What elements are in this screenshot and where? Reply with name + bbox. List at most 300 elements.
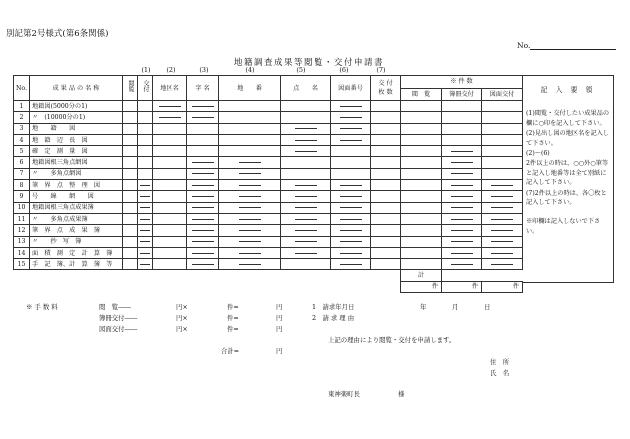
row-entry-cell[interactable] <box>482 101 523 112</box>
fee-name-2: 簿冊交付―― <box>99 314 138 322</box>
row-item-name: 手 記 簿、計 算 簿 等 <box>30 259 123 270</box>
row-entry-cell[interactable] <box>153 112 187 123</box>
not-applicable-dash <box>140 219 150 220</box>
row-number: 5 <box>14 146 30 157</box>
not-applicable-dash <box>340 117 362 118</box>
not-applicable-dash <box>295 207 317 208</box>
not-applicable-dash <box>295 196 317 197</box>
fee-total-label: 合計= <box>221 347 240 355</box>
row-entry-cell[interactable] <box>123 213 138 224</box>
not-applicable-dash <box>451 253 473 254</box>
not-applicable-dash <box>192 241 214 242</box>
instruction-1: (1)閲覧・交付したい成果品の欄に○印を記入して下さい。 <box>526 110 610 127</box>
not-applicable-dash <box>192 185 214 186</box>
row-entry-cell[interactable] <box>401 123 442 134</box>
row-entry-cell[interactable] <box>187 247 219 258</box>
instruction-6: ※印欄は記入しないで下さい。 <box>526 218 601 235</box>
row-item-name: 地 籍 図 <box>30 123 123 134</box>
request-day: 日 <box>484 303 491 311</box>
not-applicable-dash <box>295 241 317 242</box>
row-entry-cell[interactable] <box>187 259 219 270</box>
row-entry-cell[interactable] <box>482 180 523 191</box>
row-number: 13 <box>14 236 30 247</box>
row-entry-cell[interactable] <box>401 191 442 202</box>
row-entry-cell[interactable] <box>401 180 442 191</box>
row-entry-cell[interactable] <box>219 213 281 224</box>
table-row <box>14 236 523 247</box>
row-entry-cell[interactable] <box>401 112 442 123</box>
row-entry-cell[interactable] <box>123 157 138 168</box>
row-entry-cell[interactable] <box>187 213 219 224</box>
not-applicable-dash <box>295 253 317 254</box>
row-entry-cell[interactable] <box>331 134 371 145</box>
row-entry-cell[interactable] <box>281 180 331 191</box>
row-entry-cell[interactable] <box>138 247 153 258</box>
row-entry-cell[interactable] <box>138 213 153 224</box>
row-entry-cell[interactable] <box>442 202 482 213</box>
table-row <box>14 225 523 236</box>
row-entry-cell[interactable] <box>138 202 153 213</box>
row-entry-cell[interactable] <box>187 146 219 157</box>
row-entry-cell[interactable] <box>138 225 153 236</box>
row-item-name: 〃 多角点網図 <box>30 168 123 179</box>
row-entry-cell[interactable] <box>281 202 331 213</box>
row-entry-cell[interactable] <box>153 247 187 258</box>
row-entry-cell[interactable] <box>187 191 219 202</box>
row-number: 2 <box>14 112 30 123</box>
form-title: 地籍調査成果等閲覧・交付申請書 <box>234 58 385 68</box>
row-entry-cell[interactable] <box>442 236 482 247</box>
row-item-name: 〃 (10000分の1) <box>30 112 123 123</box>
not-applicable-dash <box>192 219 214 220</box>
table-row <box>14 180 523 191</box>
row-entry-cell[interactable] <box>153 236 187 247</box>
not-applicable-dash <box>192 173 214 174</box>
row-entry-cell[interactable] <box>331 247 371 258</box>
row-entry-cell[interactable] <box>331 146 371 157</box>
row-entry-cell[interactable] <box>401 157 442 168</box>
row-entry-cell[interactable] <box>442 247 482 258</box>
row-number: 15 <box>14 259 30 270</box>
row-entry-cell[interactable] <box>123 168 138 179</box>
row-entry-cell[interactable] <box>371 157 401 168</box>
row-entry-cell[interactable] <box>442 259 482 270</box>
row-entry-cell[interactable] <box>153 180 187 191</box>
not-applicable-dash <box>239 241 261 242</box>
not-applicable-dash <box>239 253 261 254</box>
total-book: 件 <box>442 281 482 292</box>
fee-yen-2: 円 <box>276 314 283 322</box>
row-entry-cell[interactable] <box>442 123 482 134</box>
col-number-6: (6) <box>339 66 349 74</box>
not-applicable-dash <box>340 241 362 242</box>
row-entry-cell[interactable] <box>219 247 281 258</box>
row-entry-cell[interactable] <box>138 123 153 134</box>
row-entry-cell[interactable] <box>153 202 187 213</box>
row-item-name: 地籍図根三角点成果簿 <box>30 202 123 213</box>
not-applicable-dash <box>140 207 150 208</box>
not-applicable-dash <box>192 106 214 107</box>
not-applicable-dash <box>239 196 261 197</box>
row-entry-cell[interactable] <box>219 157 281 168</box>
not-applicable-dash <box>295 185 317 186</box>
header-point-name: 点 名 <box>281 76 331 101</box>
header-name: 成 果 品 の 名 称 <box>30 76 123 101</box>
row-entry-cell[interactable] <box>281 247 331 258</box>
not-applicable-dash <box>451 241 473 242</box>
not-applicable-dash <box>340 106 362 107</box>
row-entry-cell[interactable] <box>371 134 401 145</box>
row-entry-cell[interactable] <box>442 213 482 224</box>
row-entry-cell[interactable] <box>138 134 153 145</box>
row-entry-cell[interactable] <box>219 225 281 236</box>
row-entry-cell[interactable] <box>123 101 138 112</box>
row-entry-cell[interactable] <box>187 112 219 123</box>
row-entry-cell[interactable] <box>219 259 281 270</box>
row-entry-cell[interactable] <box>331 180 371 191</box>
row-entry-cell[interactable] <box>371 123 401 134</box>
row-entry-cell[interactable] <box>401 101 442 112</box>
not-applicable-dash <box>192 264 214 265</box>
row-entry-cell[interactable] <box>281 134 331 145</box>
row-entry-cell[interactable] <box>123 236 138 247</box>
not-applicable-dash <box>451 151 473 152</box>
fee-keneq-1: 件= <box>227 303 239 311</box>
table-row <box>14 168 523 179</box>
row-entry-cell[interactable] <box>138 259 153 270</box>
table-row <box>14 134 523 145</box>
row-entry-cell[interactable] <box>138 157 153 168</box>
not-applicable-dash <box>491 207 513 208</box>
row-entry-cell[interactable] <box>482 213 523 224</box>
instruction-4: 2件以上の時は、○○外○筆等と記入し地番等は全て別紙に記入して下さい。 <box>526 160 609 187</box>
row-entry-cell[interactable] <box>123 259 138 270</box>
row-entry-cell[interactable] <box>153 191 187 202</box>
row-entry-cell[interactable] <box>219 168 281 179</box>
not-applicable-dash <box>140 230 150 231</box>
row-entry-cell[interactable] <box>401 146 442 157</box>
fee-yenx-2: 円× <box>176 314 188 322</box>
not-applicable-dash <box>239 230 261 231</box>
header-count-book: 簿冊交付 <box>442 88 482 101</box>
col-number-5: (5) <box>296 66 306 74</box>
row-entry-cell[interactable] <box>331 157 371 168</box>
row-entry-cell[interactable] <box>482 202 523 213</box>
row-entry-cell[interactable] <box>482 146 523 157</box>
row-entry-cell[interactable] <box>331 236 371 247</box>
not-applicable-dash <box>192 162 214 163</box>
row-entry-cell[interactable] <box>401 259 442 270</box>
row-entry-cell[interactable] <box>219 180 281 191</box>
table-row <box>14 101 523 112</box>
row-entry-cell[interactable] <box>442 225 482 236</box>
not-applicable-dash <box>295 128 317 129</box>
row-entry-cell[interactable] <box>401 247 442 258</box>
row-entry-cell[interactable] <box>219 134 281 145</box>
row-entry-cell[interactable] <box>138 101 153 112</box>
col-number-1: (1) <box>141 66 151 74</box>
not-applicable-dash <box>340 196 362 197</box>
request-date-label: 1 請求年月日 <box>312 303 355 311</box>
row-entry-cell[interactable] <box>281 123 331 134</box>
row-entry-cell[interactable] <box>187 225 219 236</box>
row-entry-cell[interactable] <box>138 191 153 202</box>
row-entry-cell[interactable] <box>219 101 281 112</box>
row-entry-cell[interactable] <box>371 101 401 112</box>
not-applicable-dash <box>340 264 362 265</box>
row-entry-cell[interactable] <box>153 101 187 112</box>
row-entry-cell[interactable] <box>187 157 219 168</box>
row-entry-cell[interactable] <box>371 247 401 258</box>
row-entry-cell[interactable] <box>187 180 219 191</box>
row-entry-cell[interactable] <box>153 123 187 134</box>
row-entry-cell[interactable] <box>138 180 153 191</box>
row-entry-cell[interactable] <box>371 180 401 191</box>
row-entry-cell[interactable] <box>331 123 371 134</box>
not-applicable-dash <box>239 162 261 163</box>
row-entry-cell[interactable] <box>281 259 331 270</box>
header-kofu-maisu: 交 付 枚 数 <box>371 76 401 101</box>
row-entry-cell[interactable] <box>482 247 523 258</box>
row-number: 12 <box>14 225 30 236</box>
row-entry-cell[interactable] <box>371 168 401 179</box>
row-number: 7 <box>14 168 30 179</box>
row-entry-cell[interactable] <box>281 213 331 224</box>
row-entry-cell[interactable] <box>482 225 523 236</box>
row-entry-cell[interactable] <box>153 259 187 270</box>
not-applicable-dash <box>295 230 317 231</box>
row-item-name: 筆 界 点 整 理 図 <box>30 180 123 191</box>
row-entry-cell[interactable] <box>442 168 482 179</box>
fee-keneq-2: 件= <box>227 314 239 322</box>
row-entry-cell[interactable] <box>401 202 442 213</box>
row-entry-cell[interactable] <box>153 225 187 236</box>
row-entry-cell[interactable] <box>219 123 281 134</box>
not-applicable-dash <box>239 219 261 220</box>
row-entry-cell[interactable] <box>153 168 187 179</box>
not-applicable-dash <box>451 219 473 220</box>
row-entry-cell[interactable] <box>219 146 281 157</box>
request-year: 年 <box>420 303 427 311</box>
not-applicable-dash <box>239 207 261 208</box>
row-entry-cell[interactable] <box>371 191 401 202</box>
row-entry-cell[interactable] <box>401 213 442 224</box>
not-applicable-dash <box>140 241 150 242</box>
col-number-2: (2) <box>166 66 176 74</box>
row-entry-cell[interactable] <box>187 168 219 179</box>
not-applicable-dash <box>451 185 473 186</box>
row-entry-cell[interactable] <box>187 123 219 134</box>
row-entry-cell[interactable] <box>442 157 482 168</box>
not-applicable-dash <box>340 128 362 129</box>
row-entry-cell[interactable] <box>401 225 442 236</box>
instruction-2: (2)見出し図の地区名を記入して下さい。 <box>526 130 610 147</box>
not-applicable-dash <box>451 173 473 174</box>
table-row <box>14 146 523 157</box>
row-entry-cell[interactable] <box>371 146 401 157</box>
row-entry-cell[interactable] <box>442 101 482 112</box>
row-entry-cell[interactable] <box>281 236 331 247</box>
row-entry-cell[interactable] <box>482 112 523 123</box>
header-chiban: 地 番 <box>219 76 281 101</box>
row-entry-cell[interactable] <box>331 259 371 270</box>
addressee-sama: 様 <box>398 390 405 398</box>
row-item-name: 号 線 網 図 <box>30 191 123 202</box>
row-number: 6 <box>14 157 30 168</box>
row-entry-cell[interactable] <box>123 202 138 213</box>
not-applicable-dash <box>140 196 150 197</box>
row-entry-cell[interactable] <box>281 101 331 112</box>
row-entry-cell[interactable] <box>442 146 482 157</box>
not-applicable-dash <box>192 117 214 118</box>
col-number-7: (7) <box>376 66 386 74</box>
row-entry-cell[interactable] <box>482 191 523 202</box>
request-reason-label: 2 請 求 理 由 <box>312 314 355 322</box>
row-entry-cell[interactable] <box>401 134 442 145</box>
row-entry-cell[interactable] <box>371 236 401 247</box>
request-month: 月 <box>452 303 459 311</box>
row-entry-cell[interactable] <box>187 202 219 213</box>
header-count: ※ 件 数 <box>401 76 523 89</box>
row-entry-cell[interactable] <box>442 112 482 123</box>
row-entry-cell[interactable] <box>138 168 153 179</box>
row-item-name: 地籍図(5000分の1) <box>30 101 123 112</box>
fee-total-yen: 円 <box>276 347 283 355</box>
instructions-title: 記 入 要 領 <box>540 86 596 94</box>
row-entry-cell[interactable] <box>153 146 187 157</box>
application-table <box>13 75 523 293</box>
row-entry-cell[interactable] <box>123 146 138 157</box>
fee-yen-1: 円 <box>276 303 283 311</box>
header-zumen: 図面番号 <box>331 76 371 101</box>
not-applicable-dash <box>295 219 317 220</box>
row-entry-cell[interactable] <box>442 134 482 145</box>
row-entry-cell[interactable] <box>401 236 442 247</box>
row-entry-cell[interactable] <box>371 112 401 123</box>
not-applicable-dash <box>451 196 473 197</box>
row-entry-cell[interactable] <box>187 101 219 112</box>
row-entry-cell[interactable] <box>123 191 138 202</box>
row-entry-cell[interactable] <box>123 112 138 123</box>
row-entry-cell[interactable] <box>331 191 371 202</box>
row-entry-cell[interactable] <box>482 236 523 247</box>
table-row <box>14 123 523 134</box>
form-reference: 別記第2号様式(第6条関係) <box>6 29 109 39</box>
row-entry-cell[interactable] <box>187 236 219 247</box>
row-entry-cell[interactable] <box>482 157 523 168</box>
not-applicable-dash <box>192 253 214 254</box>
not-applicable-dash <box>491 196 513 197</box>
row-number: 10 <box>14 202 30 213</box>
not-applicable-dash <box>140 264 150 265</box>
table-row <box>14 202 523 213</box>
row-entry-cell[interactable] <box>123 134 138 145</box>
row-entry-cell[interactable] <box>138 146 153 157</box>
applicant-name-label: 氏 名 <box>490 369 510 377</box>
fee-label: ※ 手 数 料 <box>26 303 58 311</box>
not-applicable-dash <box>491 264 513 265</box>
row-item-name: 面 積 測 定 計 算 簿 <box>30 247 123 258</box>
not-applicable-dash <box>451 230 473 231</box>
total-view: 件 <box>401 281 442 292</box>
row-entry-cell[interactable] <box>281 146 331 157</box>
row-entry-cell[interactable] <box>123 247 138 258</box>
row-entry-cell[interactable] <box>138 236 153 247</box>
row-entry-cell[interactable] <box>153 213 187 224</box>
row-entry-cell[interactable] <box>219 236 281 247</box>
header-district: 地区名 <box>153 76 187 101</box>
table-row <box>14 191 523 202</box>
row-entry-cell[interactable] <box>331 112 371 123</box>
row-item-name: 確 定 測 量 図 <box>30 146 123 157</box>
form-number-field[interactable] <box>530 49 616 50</box>
row-number: 4 <box>14 134 30 145</box>
row-entry-cell[interactable] <box>123 180 138 191</box>
row-entry-cell[interactable] <box>331 225 371 236</box>
row-entry-cell[interactable] <box>281 191 331 202</box>
row-entry-cell[interactable] <box>442 191 482 202</box>
row-item-name: 地 籍 辺 長 図 <box>30 134 123 145</box>
row-entry-cell[interactable] <box>331 213 371 224</box>
row-entry-cell[interactable] <box>281 112 331 123</box>
not-applicable-dash <box>239 185 261 186</box>
row-entry-cell[interactable] <box>371 213 401 224</box>
form-number-label: No. <box>517 41 531 50</box>
row-entry-cell[interactable] <box>123 225 138 236</box>
row-entry-cell[interactable] <box>482 123 523 134</box>
row-entry-cell[interactable] <box>187 134 219 145</box>
row-entry-cell[interactable] <box>153 157 187 168</box>
row-number: 3 <box>14 123 30 134</box>
row-entry-cell[interactable] <box>482 168 523 179</box>
row-entry-cell[interactable] <box>482 259 523 270</box>
row-entry-cell[interactable] <box>442 180 482 191</box>
not-applicable-dash <box>451 162 473 163</box>
row-entry-cell[interactable] <box>281 225 331 236</box>
fee-keneq-3: 件= <box>227 325 239 333</box>
row-entry-cell[interactable] <box>281 157 331 168</box>
row-entry-cell[interactable] <box>138 112 153 123</box>
not-applicable-dash <box>192 207 214 208</box>
addressee: 東神楽町長 <box>328 390 360 398</box>
not-applicable-dash <box>340 230 362 231</box>
not-applicable-dash <box>451 207 473 208</box>
row-entry-cell[interactable] <box>219 191 281 202</box>
not-applicable-dash <box>295 140 317 141</box>
not-applicable-dash <box>159 106 181 107</box>
row-entry-cell[interactable] <box>219 202 281 213</box>
row-entry-cell[interactable] <box>331 168 371 179</box>
row-entry-cell[interactable] <box>482 134 523 145</box>
row-entry-cell[interactable] <box>401 168 442 179</box>
row-entry-cell[interactable] <box>371 202 401 213</box>
row-entry-cell[interactable] <box>153 134 187 145</box>
fee-yenx-3: 円× <box>176 325 188 333</box>
header-aza: 字 名 <box>187 76 219 101</box>
row-entry-cell[interactable] <box>331 101 371 112</box>
instruction-3: (2)～(6) <box>526 150 550 158</box>
row-number: 14 <box>14 247 30 258</box>
row-entry-cell[interactable] <box>123 123 138 134</box>
row-entry-cell[interactable] <box>281 168 331 179</box>
row-entry-cell[interactable] <box>331 202 371 213</box>
fee-yenx-1: 円× <box>176 303 188 311</box>
row-entry-cell[interactable] <box>219 112 281 123</box>
total-label: 計 <box>401 270 442 281</box>
applicant-address-label: 住 所 <box>490 358 510 366</box>
row-entry-cell[interactable] <box>371 259 401 270</box>
row-entry-cell[interactable] <box>371 225 401 236</box>
